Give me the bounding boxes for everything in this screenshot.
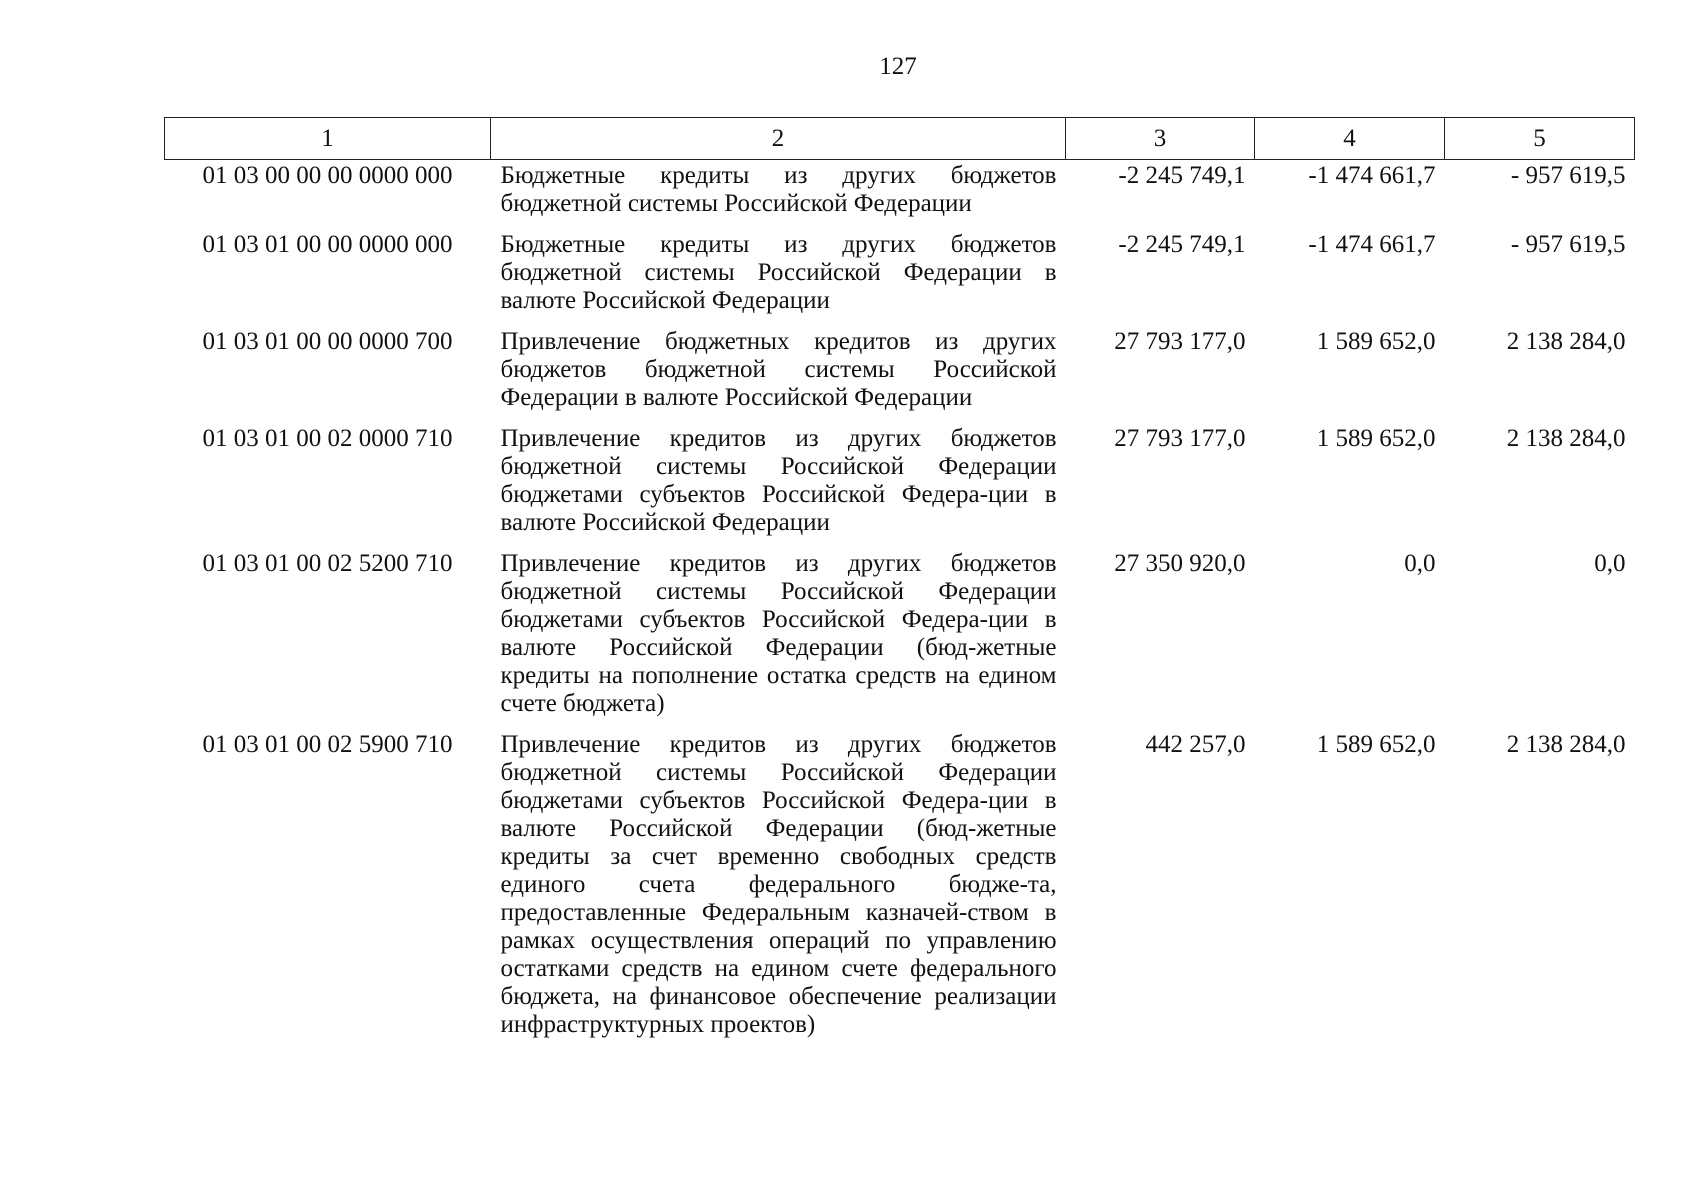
- value-col-5: 2 138 284,0: [1506, 425, 1626, 452]
- value-col-4: 1 589 652,0: [1316, 731, 1436, 758]
- budget-code: 01 03 01 00 02 5200 710: [202, 550, 453, 577]
- value-col-4: 0,0: [1404, 550, 1436, 577]
- table-row: [165, 550, 1635, 731]
- value-col-3: -2 245 749,1: [1118, 162, 1246, 189]
- budget-code: 01 03 00 00 00 0000 000: [202, 162, 453, 189]
- table-row: [165, 425, 1635, 550]
- value-col-4: -1 474 661,7: [1308, 162, 1436, 189]
- table-header: [165, 118, 1635, 160]
- value-col-5: 2 138 284,0: [1506, 328, 1626, 355]
- value-col-5: 2 138 284,0: [1506, 731, 1626, 758]
- value-col-3: 27 793 177,0: [1114, 328, 1246, 355]
- header-col-3: 3: [1066, 118, 1255, 160]
- table-row: [165, 231, 1635, 328]
- budget-table: [164, 117, 1635, 1052]
- budget-code: 01 03 01 00 02 0000 710: [202, 425, 453, 452]
- header-col-5: 5: [1445, 118, 1635, 160]
- value-col-4: 1 589 652,0: [1316, 425, 1436, 452]
- value-col-4: -1 474 661,7: [1308, 231, 1436, 258]
- row-description: Бюджетные кредиты из других бюджетов бюджетной системы Российской Федерации в валюте Российской Федерации: [500, 231, 1057, 314]
- value-col-5: - 957 619,5: [1510, 162, 1626, 189]
- value-col-3: -2 245 749,1: [1118, 231, 1246, 258]
- row-description: Привлечение бюджетных кредитов из других бюджетов бюджетной системы Российской Федерации в валюте Российской Федерации: [500, 328, 1057, 411]
- value-col-5: 0,0: [1594, 550, 1626, 577]
- row-description: Привлечение кредитов из других бюджетов бюджетной системы Российской Федерации бюджетами субъектов Российской Федера-ции в валюте Российской Федерации: [500, 425, 1057, 536]
- row-description: Привлечение кредитов из других бюджетов бюджетной системы Российской Федерации бюджетами субъектов Российской Федера-ции в валюте Российской Федерации (бюд-жетные кредиты за счет временно свободных средств единого счета федерального бюдже-та, предоставленные Федеральным казначей-ством в рамках осуществления операций по управлению остатками средств на едином счете федерального бюджета, на финансовое обеспечение реализации инфраструктурных проектов): [500, 731, 1057, 1038]
- value-col-4: 1 589 652,0: [1316, 328, 1436, 355]
- row-description: Бюджетные кредиты из других бюджетов бюджетной системы Российской Федерации: [500, 162, 1057, 217]
- value-col-3: 27 350 920,0: [1114, 550, 1246, 577]
- header-col-2: 2: [491, 118, 1066, 160]
- value-col-3: 27 793 177,0: [1114, 425, 1246, 452]
- table-row: [165, 731, 1635, 1052]
- table-row: [165, 328, 1635, 425]
- header-col-4: 4: [1255, 118, 1445, 160]
- budget-code: 01 03 01 00 00 0000 700: [202, 328, 453, 355]
- table-body: [165, 160, 1635, 1053]
- row-description: Привлечение кредитов из других бюджетов бюджетной системы Российской Федерации бюджетами субъектов Российской Федера-ции в валюте Российской Федерации (бюд-жетные кредиты на пополнение остатка средств на едином счете бюджета): [500, 550, 1057, 717]
- header-row: [165, 118, 1635, 160]
- value-col-3: 442 257,0: [1145, 731, 1246, 758]
- budget-code: 01 03 01 00 00 0000 000: [202, 231, 453, 258]
- table-row: [165, 160, 1635, 232]
- header-col-1: 1: [165, 118, 491, 160]
- page-number: 127: [879, 53, 917, 80]
- value-col-5: - 957 619,5: [1510, 231, 1626, 258]
- budget-code: 01 03 01 00 02 5900 710: [202, 731, 453, 758]
